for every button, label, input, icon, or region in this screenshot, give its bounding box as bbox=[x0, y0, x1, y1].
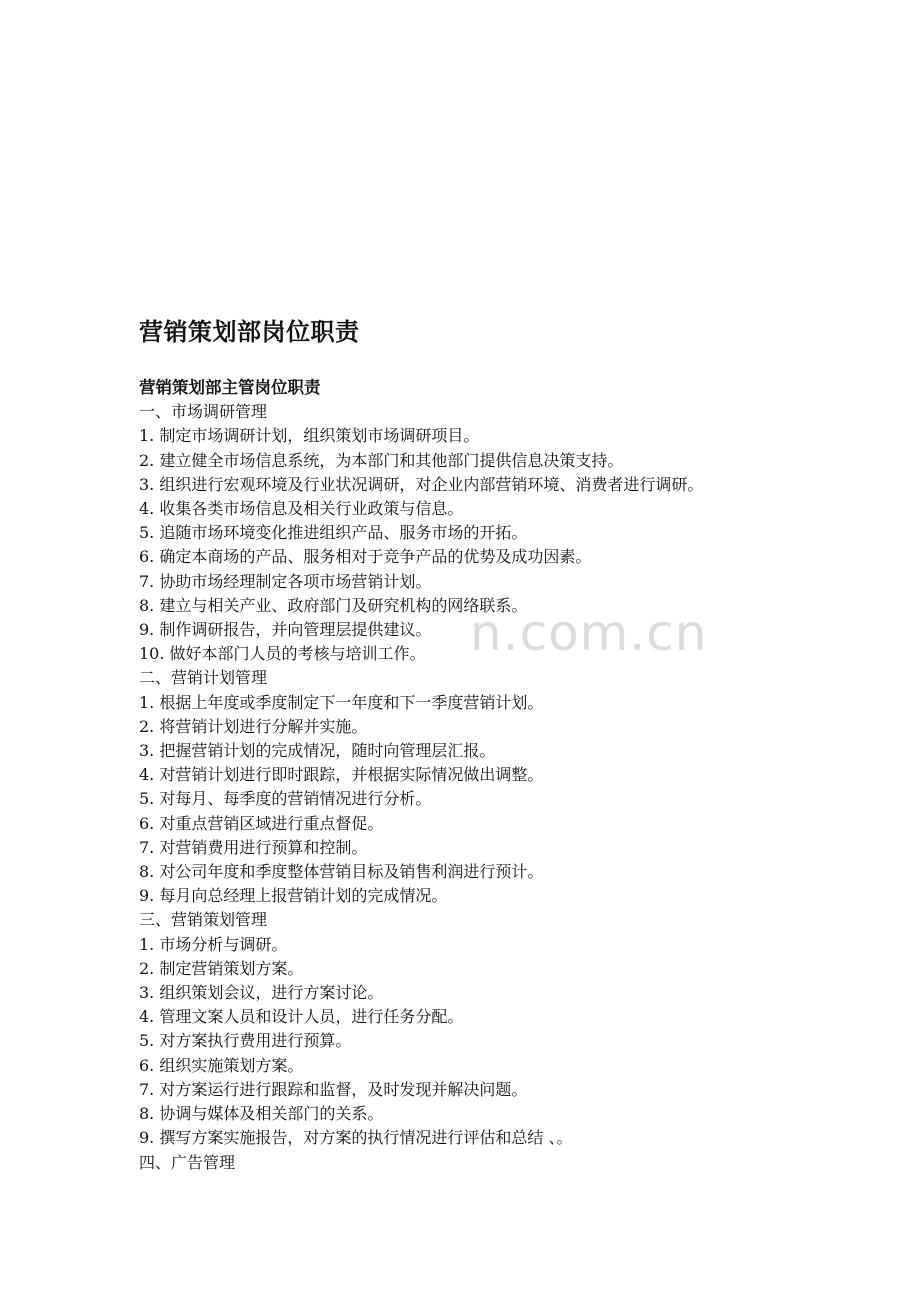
list-item: 6. 对重点营销区域进行重点督促。 bbox=[139, 813, 384, 833]
list-item: 5. 对方案执行费用进行预算。 bbox=[139, 1031, 352, 1051]
list-item: 2. 建立健全市场信息系统，为本部门和其他部门提供信息决策支持。 bbox=[139, 450, 624, 470]
list-item: 4. 收集各类市场信息及相关行业政策与信息。 bbox=[139, 499, 464, 519]
list-item: 7. 对营销费用进行预算和控制。 bbox=[139, 837, 368, 857]
list-item: 3. 把握营销计划的完成情况，随时向管理层汇报。 bbox=[139, 741, 496, 761]
list-item: 2. 将营销计划进行分解并实施。 bbox=[139, 716, 368, 736]
document-title: 营销策划部岗位职责 bbox=[139, 317, 360, 346]
list-item: 5. 追随市场环境变化推进组织产品、服务市场的开拓。 bbox=[139, 523, 528, 543]
list-item: 9. 每月向总经理上报营销计划的完成情况。 bbox=[139, 886, 448, 906]
list-item: 8. 对公司年度和季度整体营销目标及销售利润进行预计。 bbox=[139, 862, 544, 882]
list-item: 4. 管理文案人员和设计人员，进行任务分配。 bbox=[139, 1007, 464, 1027]
list-item: 3. 组织策划会议，进行方案讨论。 bbox=[139, 983, 384, 1003]
list-item: 1. 根据上年度或季度制定下一年度和下一季度营销计划。 bbox=[139, 692, 544, 712]
section-heading: 二、营销计划管理 bbox=[139, 668, 268, 688]
watermark: n.com.cn bbox=[470, 604, 708, 662]
document-body bbox=[139, 376, 899, 1175]
list-item: 9. 撰写方案实施报告，对方案的执行情况进行评估和总结 、。 bbox=[139, 1128, 573, 1148]
list-item: 10. 做好本部门人员的考核与培训工作。 bbox=[139, 644, 426, 664]
list-item: 6. 组织实施策划方案。 bbox=[139, 1055, 304, 1075]
list-item: 8. 建立与相关产业、政府部门及研究机构的网络联系。 bbox=[139, 595, 528, 615]
list-item: 3. 组织进行宏观环境及行业状况调研，对企业内部营销环境、消费者进行调研。 bbox=[139, 474, 704, 494]
list-item: 1. 市场分析与调研。 bbox=[139, 934, 288, 954]
list-item: 7. 协助市场经理制定各项市场营销计划。 bbox=[139, 571, 432, 591]
section-heading: 一、市场调研管理 bbox=[139, 402, 268, 422]
list-item: 7. 对方案运行进行跟踪和监督，及时发现并解决问题。 bbox=[139, 1079, 528, 1099]
section-subtitle: 营销策划部主管岗位职责 bbox=[139, 378, 321, 397]
section-heading: 四、广告管理 bbox=[139, 1152, 236, 1172]
list-item: 9. 制作调研报告，并向管理层提供建议。 bbox=[139, 620, 432, 640]
list-item: 4. 对营销计划进行即时跟踪，并根据实际情况做出调整。 bbox=[139, 765, 544, 785]
list-item: 2. 制定营销策划方案。 bbox=[139, 958, 304, 978]
list-item: 1. 制定市场调研计划，组织策划市场调研项目。 bbox=[139, 426, 480, 446]
section-heading: 三、营销策划管理 bbox=[139, 910, 268, 930]
list-item: 5. 对每月、每季度的营销情况进行分析。 bbox=[139, 789, 432, 809]
list-item: 8. 协调与媒体及相关部门的关系。 bbox=[139, 1104, 384, 1124]
list-item: 6. 确定本商场的产品、服务相对于竞争产品的优势及成功因素。 bbox=[139, 547, 592, 567]
